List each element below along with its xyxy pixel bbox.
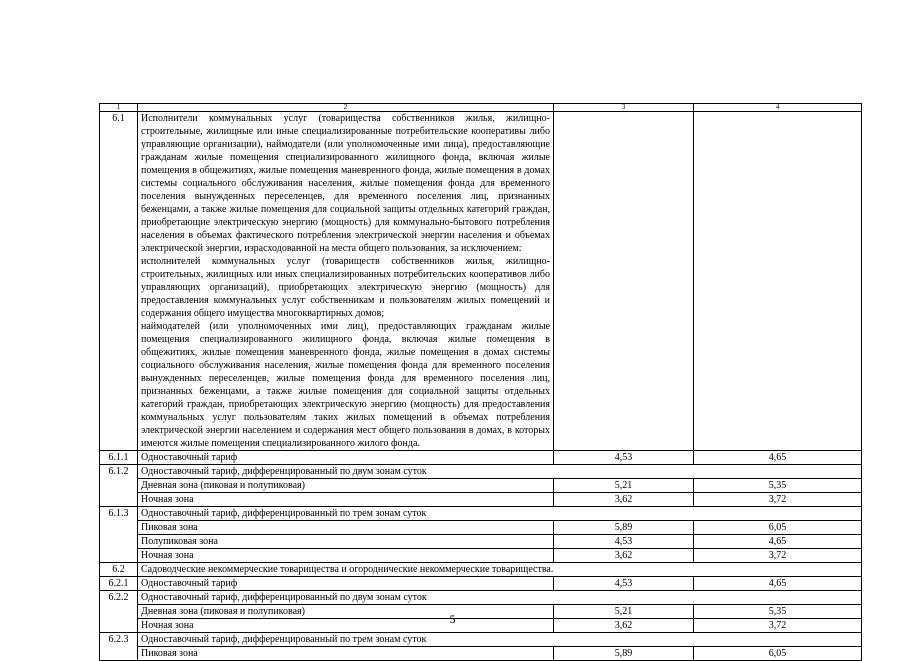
row-number: 6.1.3 bbox=[100, 507, 138, 563]
row-label: Ночная зона bbox=[138, 619, 554, 633]
table-row bbox=[100, 647, 862, 661]
table-row bbox=[100, 577, 862, 591]
row-number: 6.1.1 bbox=[100, 451, 138, 465]
row-number: 6.1.2 bbox=[100, 465, 138, 507]
row-label: Пиковая зона bbox=[138, 647, 554, 661]
value-cell: 3,62 bbox=[554, 493, 694, 507]
table-row bbox=[100, 591, 862, 605]
value-cell bbox=[694, 112, 862, 451]
row-label: Пиковая зона bbox=[138, 521, 554, 535]
value-cell: 4,53 bbox=[554, 451, 694, 465]
row-number: 6.2.2 bbox=[100, 591, 138, 633]
value-cell: 4,65 bbox=[694, 451, 862, 465]
row-label: Садоводческие некоммерческие товарищества и огороднические некоммерческие товарищества. bbox=[138, 563, 862, 577]
value-cell bbox=[554, 112, 694, 451]
row-label: Одноставочный тариф bbox=[138, 451, 554, 465]
table-row bbox=[100, 465, 862, 479]
section-description bbox=[138, 112, 554, 451]
row-number: 6.2.3 bbox=[100, 633, 138, 661]
row-label: Одноставочный тариф, дифференцированный по двум зонам суток bbox=[138, 465, 862, 479]
row-label: Одноставочный тариф, дифференцированный по трем зонам суток bbox=[138, 633, 862, 647]
header-col-3: 3 bbox=[554, 104, 694, 112]
table-row bbox=[100, 535, 862, 549]
value-cell: 3,72 bbox=[694, 549, 862, 563]
value-cell: 5,21 bbox=[554, 479, 694, 493]
value-cell: 3,72 bbox=[694, 619, 862, 633]
value-cell: 3,72 bbox=[694, 493, 862, 507]
table-row bbox=[100, 493, 862, 507]
value-cell: 6,05 bbox=[694, 521, 862, 535]
page-number: 5 bbox=[449, 612, 456, 626]
table-row bbox=[100, 451, 862, 465]
row-label: Дневная зона (пиковая и полупиковая) bbox=[138, 605, 554, 619]
row-label: Ночная зона bbox=[138, 549, 554, 563]
row-label: Ночная зона bbox=[138, 493, 554, 507]
header-col-2: 2 bbox=[138, 104, 554, 112]
table-row bbox=[100, 521, 862, 535]
table-row bbox=[100, 479, 862, 493]
table-row bbox=[100, 549, 862, 563]
value-cell: 3,62 bbox=[554, 549, 694, 563]
value-cell: 5,35 bbox=[694, 605, 862, 619]
value-cell: 6,05 bbox=[694, 647, 862, 661]
row-label: Одноставочный тариф bbox=[138, 577, 554, 591]
row-number: 6.1 bbox=[100, 112, 138, 451]
table-row bbox=[100, 507, 862, 521]
tariff-table bbox=[99, 103, 862, 661]
value-cell: 5,35 bbox=[694, 479, 862, 493]
value-cell: 5,21 bbox=[554, 605, 694, 619]
row-number: 6.2 bbox=[100, 563, 138, 577]
description-paragraph: наймодателей (или уполномоченных ими лиц), предоставляющих гражданам жилые помещения специализированного жилищного фонда, включая жилые помещения в общежитиях, жилые помещения маневренного фонда, жилые помещения в домах системы социального обслуживания населения, жилые помещения фонда для временного поселения вынужденных переселенцев, жилые помещения фонда для временного поселения лиц, признанных беженцами, а также жилые помещения для социальной защиты отдельных категорий граждан, приобретающих электрическую энергию (мощность) для предоставления коммунальных услуг пользователям таких жилых помещений в объемах потребления электрической энергии населением и содержания мест общего пользования в домах, в которых имеются жилые помещения специализированного жилого фонда. bbox=[141, 321, 550, 449]
table-row-6-1 bbox=[100, 112, 862, 451]
value-cell: 4,53 bbox=[554, 535, 694, 549]
value-cell: 4,53 bbox=[554, 577, 694, 591]
header-row bbox=[100, 104, 862, 112]
row-number: 6.2.1 bbox=[100, 577, 138, 591]
value-cell: 4,65 bbox=[694, 577, 862, 591]
value-cell: 5,89 bbox=[554, 521, 694, 535]
row-label: Одноставочный тариф, дифференцированный по двум зонам суток bbox=[138, 591, 862, 605]
table-row bbox=[100, 563, 862, 577]
value-cell: 3,62 bbox=[554, 619, 694, 633]
row-label: Полупиковая зона bbox=[138, 535, 554, 549]
row-label: Дневная зона (пиковая и полупиковая) bbox=[138, 479, 554, 493]
description-paragraph: исполнителей коммунальных услуг (товариществ собственников жилья, жилищно-строительных, жилищных или иных специализированных потребительских кооперативов либо управляющих организаций), приобретающих электрическую энергию (мощность) для предоставления коммунальных услуг собственникам и пользователям жилых помещений и содержания общего имущества многоквартирных домов; bbox=[141, 256, 550, 319]
row-label: Одноставочный тариф, дифференцированный по трем зонам суток bbox=[138, 507, 862, 521]
value-cell: 4,65 bbox=[694, 535, 862, 549]
description-paragraph: Исполнители коммунальных услуг (товарищества собственников жилья, жилищно-строительные, жилищные или иные специализированные потребительские кооперативы либо управляющие организации), наймодатели (или уполномоченные ими лица), предоставляющие гражданам жилые помещения специализированного жилищного фонда, включая жилые помещения в общежитиях, жилые помещения маневренного фонда, жилые помещения в домах системы социального обслуживания населения, жилые помещения фонда для временного поселения вынужденных переселенцев, для временного поселения лиц, признанных беженцами, а также жилые помещения для социальной защиты отдельных категорий граждан, приобретающие электрическую энергию (мощность) для коммунально-бытового потребления населения в объемах фактического потребления электрической энергии населения и объемах электрической энергии, израсходованной на места общего пользования, за исключением: bbox=[141, 113, 550, 254]
value-cell: 5,89 bbox=[554, 647, 694, 661]
header-col-4: 4 bbox=[694, 104, 862, 112]
header-col-1: 1 bbox=[100, 104, 138, 112]
